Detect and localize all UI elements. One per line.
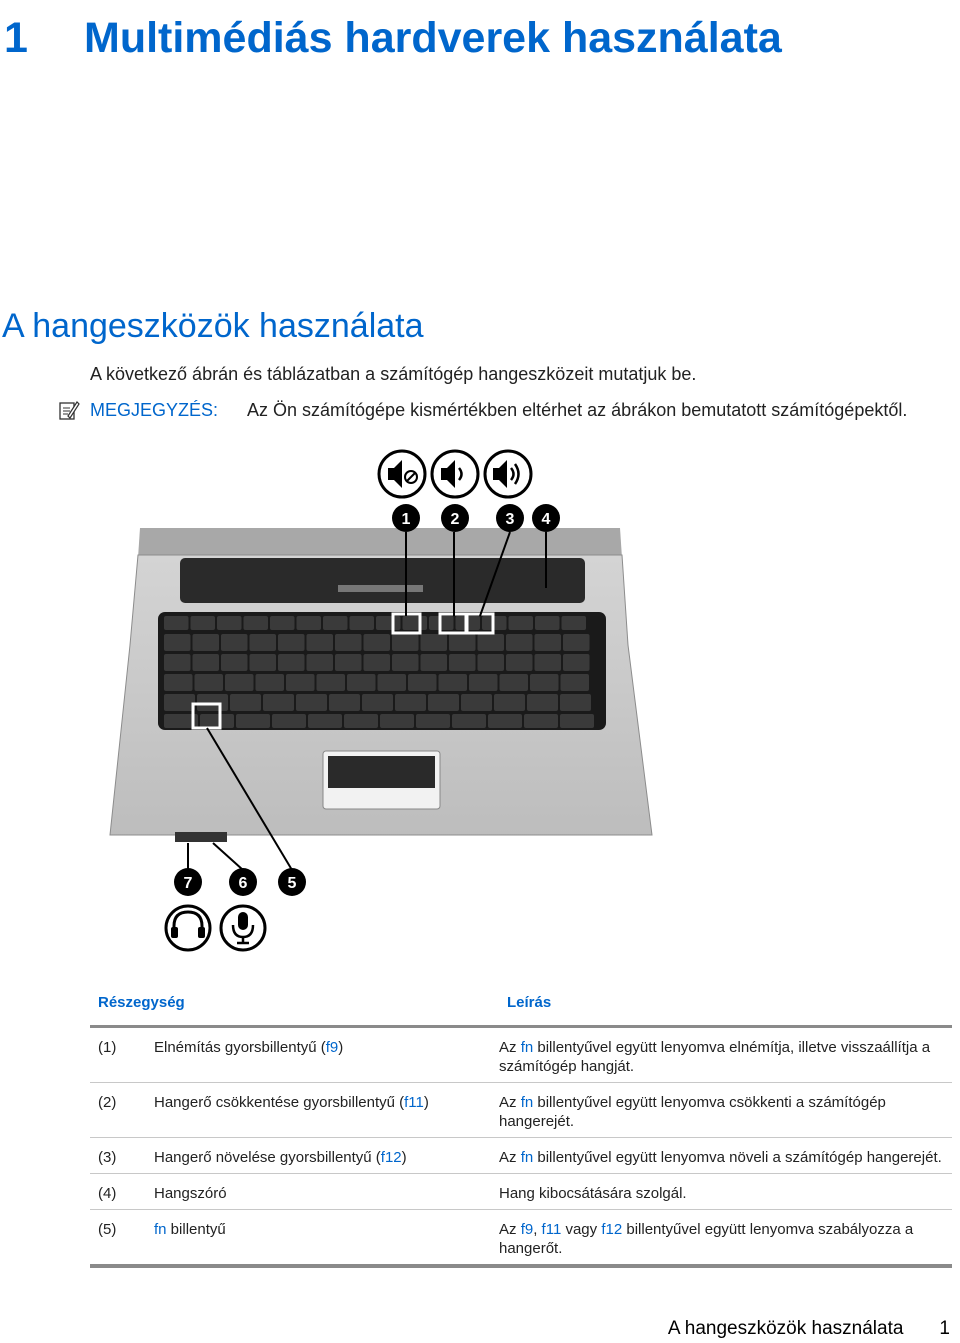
keyboard-key (164, 674, 193, 691)
headphones-icon (166, 906, 210, 950)
keyboard-key (286, 674, 315, 691)
row-number: (5) (98, 1221, 117, 1238)
keyboard-key (535, 634, 562, 651)
keyboard-key (270, 616, 295, 630)
keyboard-key (561, 674, 590, 691)
callout-1: 1 (401, 511, 411, 528)
key-name: f12 (380, 1149, 402, 1166)
table-header-row (90, 990, 952, 1027)
keyboard-key (563, 634, 590, 651)
key-name: fn (520, 1094, 534, 1111)
row-description (499, 1138, 952, 1174)
key-name: fn (520, 1039, 534, 1056)
text-segment: Hangerő növelése gyorsbillentyű ( (154, 1149, 381, 1166)
keyboard-key (323, 616, 348, 630)
keyboard-key (392, 654, 419, 671)
keyboard-key (335, 634, 362, 651)
volume-up-icon (485, 451, 531, 497)
keyboard-key (221, 654, 248, 671)
text-segment: , (533, 1221, 542, 1238)
keyboard-key (256, 674, 285, 691)
mute-icon (379, 451, 425, 497)
row-number: (3) (98, 1149, 117, 1166)
key-name: f11 (541, 1221, 562, 1238)
text-segment: Az (499, 1149, 521, 1166)
keyboard-key (395, 694, 426, 711)
keyboard-key (421, 634, 448, 651)
keyboard-key (296, 694, 327, 711)
footer-text: A hangeszközök használata (667, 1318, 904, 1339)
row-part (154, 1210, 499, 1267)
text-segment: ) (423, 1094, 429, 1111)
row-part (154, 1083, 499, 1138)
keyboard-key (530, 674, 559, 691)
row-description (499, 1027, 952, 1083)
keyboard-key (278, 654, 305, 671)
keyboard-key (350, 616, 375, 630)
keyboard-key (403, 616, 428, 630)
keyboard-key (376, 616, 401, 630)
keyboard-key (244, 616, 269, 630)
keyboard-key (335, 654, 362, 671)
keyboard-key (469, 674, 498, 691)
callout-4: 4 (541, 511, 551, 528)
keyboard-key (191, 616, 216, 630)
laptop-figure (100, 440, 660, 960)
hinge (138, 528, 622, 558)
keyboard-key (461, 694, 492, 711)
keyboard-key (362, 694, 393, 711)
chapter-title-text: Multimédiás hardverek használata (84, 14, 782, 62)
keyboard-key (250, 654, 277, 671)
table-row (90, 1083, 952, 1138)
keyboard-key (225, 674, 254, 691)
keyboard-key (452, 714, 486, 728)
text-segment: billentyűvel együtt lenyomva szabályozza a hangerőt. (499, 1221, 914, 1257)
keyboard-key (560, 714, 594, 728)
keyboard-key (364, 654, 391, 671)
text-segment: billentyűvel együtt lenyomva csökkenti a számítógép hangerejét. (499, 1094, 886, 1130)
row-part (154, 1027, 499, 1083)
keyboard-key (478, 654, 505, 671)
keyboard-key (488, 714, 522, 728)
text-segment: Az (499, 1221, 521, 1238)
table-row (90, 1138, 952, 1174)
keyboard-key (164, 654, 191, 671)
audio-ports (175, 832, 227, 842)
keyboard-key (307, 634, 334, 651)
volume-down-icon (432, 451, 478, 497)
keyboard-key (278, 634, 305, 651)
keyboard-key (193, 654, 220, 671)
keyboard-key (308, 714, 342, 728)
header-part: Részegység (98, 994, 185, 1011)
keyboard-key (416, 714, 450, 728)
text-segment: billentyű (166, 1221, 226, 1238)
speaker-bar (180, 558, 585, 603)
keyboard-key (421, 654, 448, 671)
row-description (499, 1083, 952, 1138)
keyboard-key (317, 674, 346, 691)
microphone-icon (221, 906, 265, 950)
keyboard-key (408, 674, 437, 691)
keyboard-key (524, 714, 558, 728)
callout-6: 6 (238, 875, 248, 892)
keyboard-key (509, 616, 534, 630)
keyboard-key (449, 634, 476, 651)
table-row (90, 1174, 952, 1210)
keyboard-key (535, 616, 560, 630)
keyboard-key (449, 654, 476, 671)
callout-2: 2 (450, 511, 460, 528)
keyboard-key (439, 674, 468, 691)
keyboard-key (563, 654, 590, 671)
touchpad (328, 756, 435, 788)
chapter-title (4, 14, 782, 63)
keyboard-key (392, 634, 419, 651)
keyboard-key (164, 616, 189, 630)
text-segment: Hangszóró (154, 1185, 227, 1202)
keyboard-key (164, 634, 191, 651)
text-segment: billentyűvel együtt lenyomva növeli a számítógép hangerejét. (533, 1149, 942, 1166)
keyboard-key (195, 674, 224, 691)
callout-7: 7 (183, 875, 193, 892)
text-segment: Hangerő csökkentése gyorsbillentyű ( (154, 1094, 405, 1111)
keyboard-key (297, 616, 322, 630)
key-name: fn (520, 1149, 534, 1166)
keyboard-key (193, 634, 220, 651)
text-segment: Az (499, 1039, 521, 1056)
row-number: (2) (98, 1094, 117, 1111)
text-segment: Elnémítás gyorsbillentyű ( (154, 1039, 326, 1056)
keyboard-key (272, 714, 306, 728)
intro-paragraph: A következő ábrán és táblázatban a számítógép hangeszközeit mutatjuk be. (90, 364, 697, 384)
keyboard-key (344, 714, 378, 728)
keyboard-key (217, 616, 242, 630)
keyboard-key (562, 616, 587, 630)
keyboard-key (364, 634, 391, 651)
keyboard-key (506, 654, 533, 671)
parts-table (90, 990, 952, 1268)
header-description: Leírás (507, 994, 552, 1011)
keyboard-key (478, 634, 505, 651)
page-number: 1 (939, 1318, 950, 1339)
keyboard-key (250, 634, 277, 651)
keyboard-key (380, 714, 414, 728)
keyboard-key (236, 714, 270, 728)
key-name: f9 (325, 1039, 339, 1056)
row-description (499, 1174, 952, 1210)
text-segment: ) (338, 1039, 344, 1056)
keyboard-key (560, 694, 591, 711)
page-footer (668, 1318, 950, 1340)
keyboard-key (307, 654, 334, 671)
keyboard-key (221, 634, 248, 651)
row-description (499, 1210, 952, 1267)
callout-5: 5 (287, 875, 297, 892)
keyboard-key (506, 634, 533, 651)
keyboard-key (535, 654, 562, 671)
text-segment: Hang kibocsátására szolgál. (499, 1185, 687, 1202)
keyboard-key (378, 674, 407, 691)
keyboard-key (329, 694, 360, 711)
section-title: A hangeszközök használata (2, 307, 424, 345)
key-name: f11 (404, 1094, 424, 1111)
key-name: fn (154, 1221, 167, 1238)
keyboard-key (494, 694, 525, 711)
note-text: Az Ön számítógépe kismértékben eltérhet az ábrákon bemutatott számítógépektől. (247, 399, 908, 420)
note-label: MEGJEGYZÉS: (90, 399, 219, 420)
keyboard-key (347, 674, 376, 691)
row-number: (4) (98, 1185, 117, 1202)
table-row (90, 1027, 952, 1083)
keyboard-key (230, 694, 261, 711)
table-row (90, 1210, 952, 1267)
text-segment: Az (499, 1094, 521, 1111)
callout-3: 3 (505, 511, 515, 528)
key-name: f9 (520, 1221, 534, 1238)
text-segment: billentyűvel együtt lenyomva elnémítja, illetve visszaállítja a számítógép hangját. (499, 1039, 931, 1075)
indicator-strip (338, 585, 423, 592)
keyboard-key (428, 694, 459, 711)
row-part (154, 1174, 499, 1210)
note (58, 399, 907, 421)
text-segment: ) (401, 1149, 407, 1166)
keyboard-key (263, 694, 294, 711)
keyboard-key (527, 694, 558, 711)
chapter-number: 1 (4, 14, 28, 62)
key-name: f12 (601, 1221, 623, 1238)
row-number: (1) (98, 1039, 117, 1056)
keyboard-key (164, 694, 195, 711)
text-segment: vagy (561, 1221, 602, 1238)
note-pencil-icon (58, 399, 80, 421)
keyboard-key (200, 714, 234, 728)
keyboard-key (500, 674, 529, 691)
row-part (154, 1138, 499, 1174)
